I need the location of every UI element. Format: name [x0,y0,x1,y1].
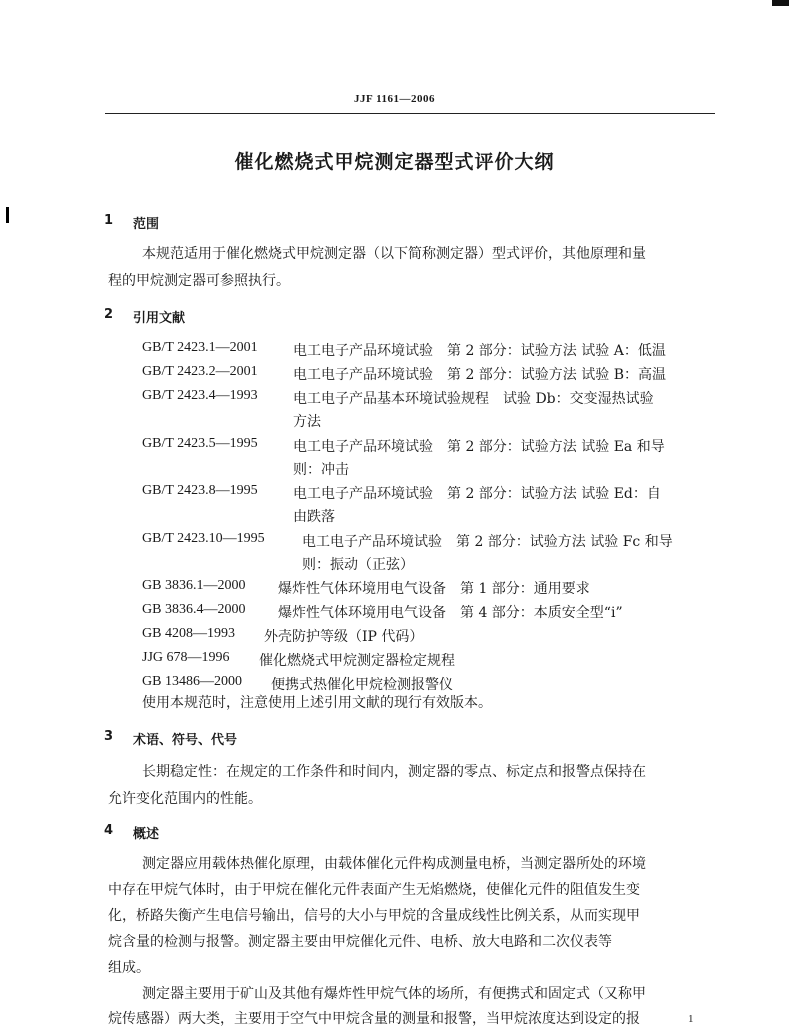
section-1-line-2: 程的甲烷测定器可参照执行。 [108,273,290,289]
document-title: 催化燃烧式甲烷测定器型式评价大纲 [234,151,555,173]
ref-title: 爆炸性气体环境用电气设备 第 4 部分：本质安全型“i” [278,605,623,621]
standard-code-header: JJF 1161—2006 [354,93,435,105]
section-3-number: 3 [104,729,114,744]
ref-code: GB/T 2423.2—2001 [142,364,258,379]
ref-title: 催化燃烧式甲烷测定器检定规程 [259,653,455,669]
section-3-line-1: 长期稳定性：在规定的工作条件和时间内，测定器的零点、标定点和报警点保持在 [142,764,646,780]
section-4-line-4: 烷含量的检测与报警。测定器主要由甲烷催化元件、电桥、放大电路和二次仪表等 [108,934,612,950]
ref-code: JJG 678—1996 [142,650,230,665]
section-1-title: 范围 [133,217,160,232]
section-1-line-1: 本规范适用于催化燃烧式甲烷测定器（以下简称测定器）型式评价，其他原理和量 [142,246,646,262]
section-3-title: 术语、符号、代号 [133,733,238,748]
ref-title: 便携式热催化甲烷检测报警仪 [271,677,453,693]
ref-title: 外壳防护等级（IP 代码） [264,629,424,645]
ref-code: GB 4208—1993 [142,626,235,641]
ref-title: 爆炸性气体环境用电气设备 第 1 部分：通用要求 [278,581,590,597]
scan-margin-mark [6,207,9,223]
ref-title-continued: 则：冲击 [293,462,349,478]
section-1-number: 1 [104,213,114,228]
ref-code: GB/T 2423.1—2001 [142,340,258,355]
ref-code: GB/T 2423.8—1995 [142,483,258,498]
ref-code: GB 13486—2000 [142,674,242,689]
section-2-number: 2 [104,307,114,322]
ref-code: GB/T 2423.5—1995 [142,436,258,451]
ref-title-continued: 方法 [293,414,321,430]
ref-title: 电工电子产品环境试验 第 2 部分：试验方法 试验 A：低温 [293,343,666,359]
header-rule [105,113,715,114]
section-4-line-6: 测定器主要用于矿山及其他有爆炸性甲烷气体的场所，有便携式和固定式（又称甲 [142,986,646,1002]
section-3-line-2: 允许变化范围内的性能。 [108,791,262,807]
section-4-line-2: 中存在甲烷气体时，由于甲烷在催化元件表面产生无焰燃烧，使催化元件的阻值发生变 [108,882,640,898]
ref-title-continued: 则：振动（正弦） [302,557,414,573]
section-4-line-5: 组成。 [108,960,150,976]
ref-code: GB 3836.1—2000 [142,578,246,593]
references-note: 使用本规范时，注意使用上述引用文献的现行有效版本。 [142,695,492,711]
ref-title: 电工电子产品环境试验 第 2 部分：试验方法 试验 Ed：自 [293,486,661,502]
ref-title-continued: 由跌落 [293,509,335,525]
ref-code: GB/T 2423.10—1995 [142,531,265,546]
ref-title: 电工电子产品环境试验 第 2 部分：试验方法 试验 B：高温 [293,367,666,383]
section-4-number: 4 [104,823,114,838]
section-4-line-3: 化，桥路失衡产生电信号输出，信号的大小与甲烷的含量成线性比例关系，从而实现甲 [108,908,640,924]
ref-title: 电工电子产品环境试验 第 2 部分：试验方法 试验 Fc 和导 [302,534,673,550]
ref-title: 电工电子产品环境试验 第 2 部分：试验方法 试验 Ea 和导 [293,439,665,455]
section-2-title: 引用文献 [133,311,186,326]
section-4-line-7: 烷传感器）两大类，主要用于空气中甲烷含量的测量和报警，当甲烷浓度达到设定的报 [108,1011,640,1027]
page-number: 1 [688,1013,694,1025]
ref-title: 电工电子产品基本环境试验规程 试验 Db：交变湿热试验 [293,391,654,407]
ref-code: GB 3836.4—2000 [142,602,246,617]
section-4-line-1: 测定器应用载体热催化原理，由载体催化元件构成测量电桥，当测定器所处的环境 [142,856,646,872]
ref-code: GB/T 2423.4—1993 [142,388,258,403]
section-4-title: 概述 [133,827,160,842]
scan-corner-mark [772,0,789,6]
